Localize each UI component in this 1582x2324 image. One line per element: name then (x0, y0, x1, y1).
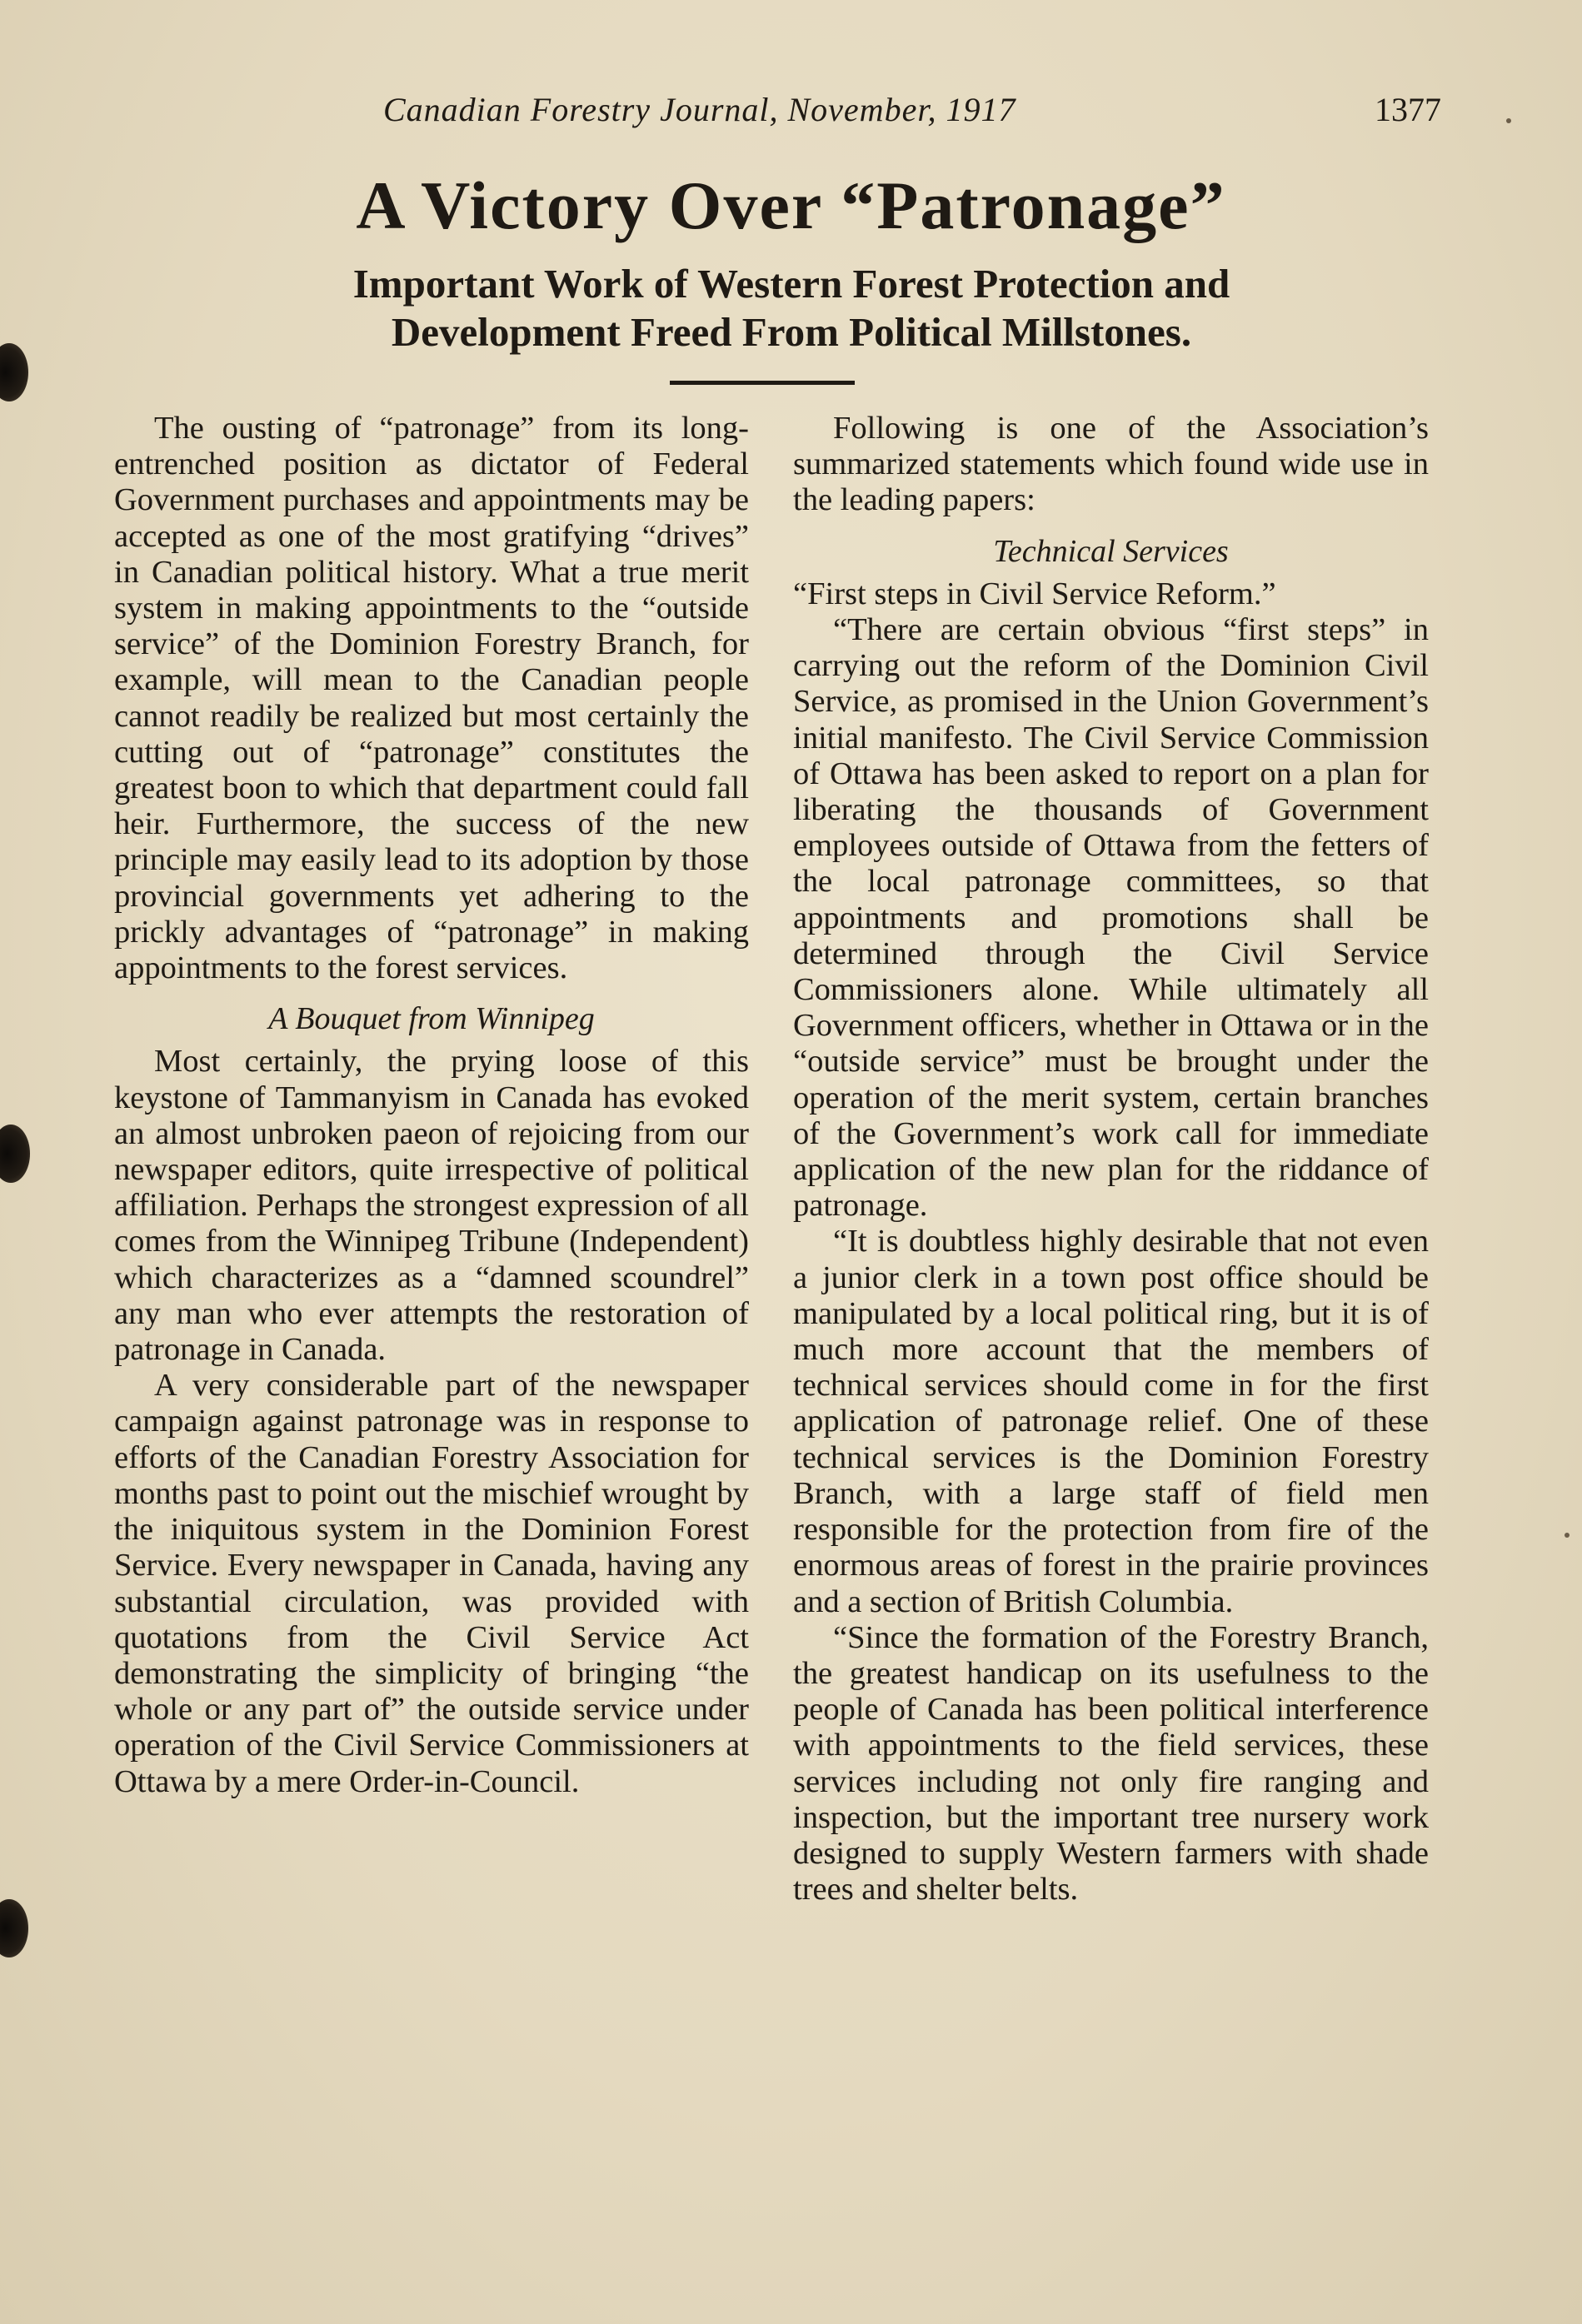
article-title: A Victory Over “Patronage” (356, 167, 1226, 243)
binding-punch-hole (0, 1125, 30, 1183)
running-head (383, 90, 1441, 140)
paragraph: Following is one of the Association’s summarized statements which found wide use in the leading papers: (793, 411, 1429, 518)
binding-punch-hole (0, 343, 28, 401)
title-divider (670, 381, 855, 385)
paragraph: “There are certain obvious “first steps” in carrying out the reform of the Dominion Civil Service, as promised in the Union Government’s initial manifesto. The Civil Service Commission of Ottawa has been asked to report on a plan for liberating the thousands of Government employees outside of Ottawa from the fetters of the local patronage committees, so that appointments and promotions shall be determined through the Civil Service Commissioners alone. While ultimately all Government officers, whether in Ottawa or in the “outside service” must be brought under the operation of the merit system, certain branches of the Government’s work call for immediate application of the new plan for the riddance of patronage. (793, 612, 1429, 1224)
section-heading: A Bouquet from Winnipeg (268, 1001, 595, 1037)
paragraph: A very considerable part of the newspaper campaign against patronage was in response to efforts of the Canadian Forestry Association for months past to point out the mischief wrought by the iniquitous system in the Dominion Forest Service. Every newspaper in Canada, having any substantial circulation, was provided with quotations from the Civil Service Act demonstrating the simplicity of bringing “the whole or any part of” the outside service under operation of the Civil Service Commissioners at Ottawa by a mere Order-in-Council. (114, 1368, 749, 1799)
paragraph: “It is doubtless highly desirable that not even a junior clerk in a town post office should be manipulated by a local political ring, but it is of much more account that the members of technical services should come in for the first application of patronage relief. One of these technical services is the Dominion Forestry Branch, with a large staff of field men responsible for the protection from fire of the enormous areas of forest in the prairie provinces and a section of British Columbia. (793, 1224, 1429, 1619)
left-column (114, 411, 749, 1800)
journal-title: Canadian Forestry Journal, November, 1917 (383, 91, 1016, 128)
article-subtitle: Important Work of Western Forest Protection and Development Freed From Political Millstones. (352, 261, 1230, 355)
page-number: 1377 (1375, 91, 1441, 128)
section-heading: Technical Services (993, 533, 1229, 569)
paragraph: The ousting of “patronage” from its long-entrenched position as dictator of Federal Government purchases and appointments may be accepted as one of the most gratifying “drives” in Canadian political history. What a true merit system in making appointments to the “outside service” of the Dominion Forestry Branch, for example, will mean to the Canadian people cannot readily be realized but most certainly the cutting out of “patronage” constitutes the greatest boon to which that department could fall heir. Furthermore, the success of the new principle may easily lead to its adoption by those provincial governments yet adhering to the prickly advantages of “patronage” in making appointments to the forest services. (114, 411, 749, 986)
quote-title: “First steps in Civil Service Reform.” (793, 576, 1276, 611)
paragraph: Most certainly, the prying loose of this keystone of Tammanyism in Canada has evoked an almost unbroken paeon of rejoicing from our newspaper editors, quite irrespective of political affiliation. Perhaps the strongest expression of all comes from the Winnipeg Tribune (Independent) which characterizes as a “damned scoundrel” any man who ever attempts the restoration of patronage in Canada. (114, 1044, 749, 1368)
right-column (793, 411, 1429, 1908)
paper-speck (1506, 118, 1511, 123)
binding-punch-hole (0, 1899, 28, 1957)
paragraph: “Since the formation of the Forestry Branch, the greatest handicap on its usefulness to the people of Canada has been political interference with appointments to the field services, these services including not only fire ranging and inspection, but the important tree nursery work designed to supply Western farmers with shade trees and shelter belts. (793, 1619, 1429, 1908)
paper-speck (1565, 1533, 1570, 1538)
